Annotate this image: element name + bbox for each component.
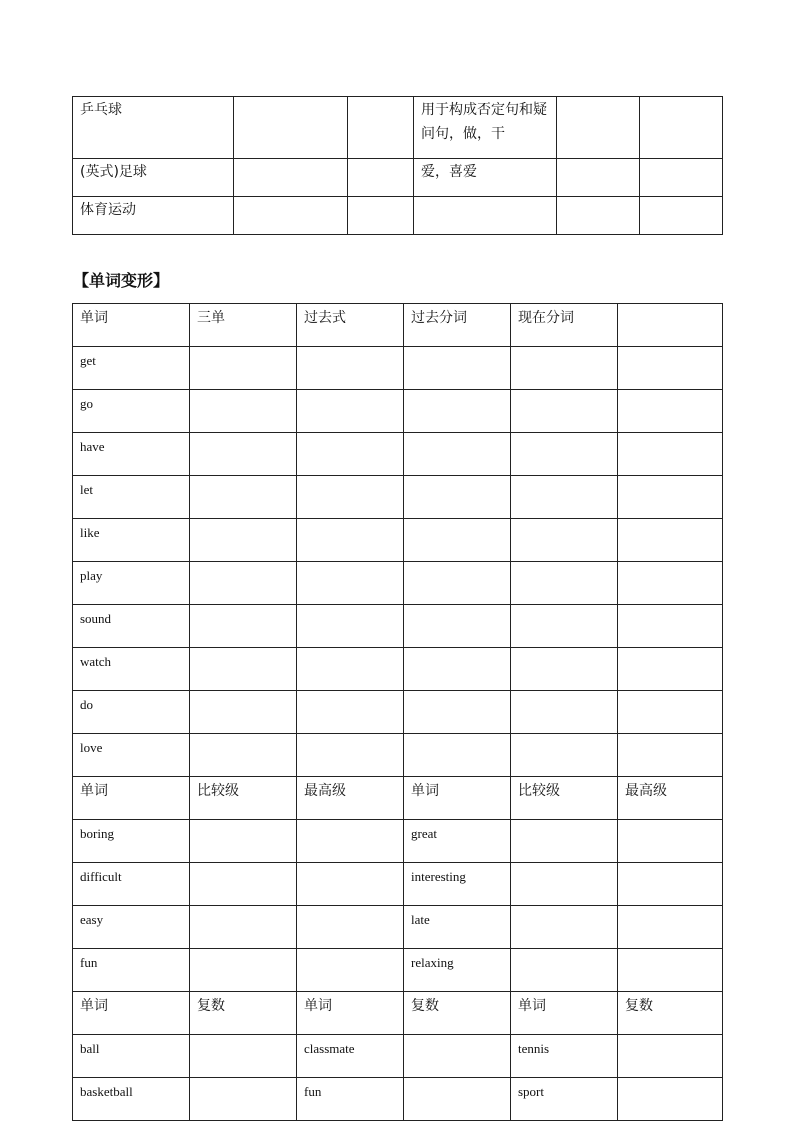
word-cell: basketball [73,1078,190,1121]
answer-cell[interactable] [557,197,640,235]
answer-cell[interactable] [190,476,297,519]
answer-cell[interactable] [404,691,511,734]
table-row [73,820,723,863]
answer-cell[interactable] [618,304,723,347]
answer-cell[interactable] [618,390,723,433]
column-header: 过去分词 [404,304,511,347]
column-header: 三单 [190,304,297,347]
answer-cell[interactable] [511,820,618,863]
word-cell: fun [73,949,190,992]
answer-cell[interactable] [348,197,414,235]
answer-cell[interactable] [640,97,723,159]
word-cell: fun [297,1078,404,1121]
column-header: 复数 [618,992,723,1035]
answer-cell[interactable] [234,159,348,197]
word-forms-table [72,303,723,1121]
answer-cell[interactable] [618,1078,723,1121]
vocabulary-table [72,96,723,235]
column-header: 复数 [404,992,511,1035]
answer-cell[interactable] [190,863,297,906]
answer-cell[interactable] [404,476,511,519]
word-cell: interesting [404,863,511,906]
answer-cell[interactable] [511,648,618,691]
answer-cell[interactable] [511,476,618,519]
answer-cell[interactable] [511,562,618,605]
column-header: 现在分词 [511,304,618,347]
table-row [73,1035,723,1078]
word-cell: let [73,476,190,519]
answer-cell[interactable] [297,562,404,605]
answer-cell[interactable] [557,159,640,197]
word-cell: like [73,519,190,562]
table-row [73,906,723,949]
answer-cell[interactable] [404,347,511,390]
answer-cell[interactable] [618,347,723,390]
answer-cell[interactable] [404,562,511,605]
vocab-cell[interactable] [414,197,557,235]
table-row [73,519,723,562]
column-header: 单词 [73,992,190,1035]
answer-cell[interactable] [190,605,297,648]
answer-cell[interactable] [618,906,723,949]
table-row [73,648,723,691]
answer-cell[interactable] [404,433,511,476]
column-header: 单词 [73,304,190,347]
table-row [73,562,723,605]
answer-cell[interactable] [190,734,297,777]
answer-cell[interactable] [511,519,618,562]
table-row [73,992,723,1035]
column-header: 单词 [404,777,511,820]
vocab-cell: 乒乓球 [73,97,234,159]
table-row [73,433,723,476]
answer-cell[interactable] [297,691,404,734]
vocab-cell: (英式)足球 [73,159,234,197]
answer-cell[interactable] [297,820,404,863]
answer-cell[interactable] [618,1035,723,1078]
answer-cell[interactable] [297,476,404,519]
answer-cell[interactable] [190,562,297,605]
answer-cell[interactable] [618,691,723,734]
answer-cell[interactable] [511,734,618,777]
answer-cell[interactable] [297,949,404,992]
answer-cell[interactable] [297,863,404,906]
answer-cell[interactable] [640,197,723,235]
answer-cell[interactable] [618,562,723,605]
table-row [73,1078,723,1121]
word-cell: easy [73,906,190,949]
answer-cell[interactable] [190,820,297,863]
answer-cell[interactable] [297,906,404,949]
word-cell: late [404,906,511,949]
answer-cell[interactable] [404,605,511,648]
word-cell: sport [511,1078,618,1121]
answer-cell[interactable] [618,648,723,691]
answer-cell[interactable] [511,691,618,734]
answer-cell[interactable] [511,949,618,992]
word-cell: love [73,734,190,777]
answer-cell[interactable] [404,1035,511,1078]
word-cell: get [73,347,190,390]
column-header: 最高级 [297,777,404,820]
word-cell: have [73,433,190,476]
answer-cell[interactable] [297,519,404,562]
answer-cell[interactable] [297,734,404,777]
column-header: 比较级 [511,777,618,820]
answer-cell[interactable] [190,347,297,390]
word-cell: boring [73,820,190,863]
column-header: 最高级 [618,777,723,820]
answer-cell[interactable] [404,390,511,433]
answer-cell[interactable] [618,734,723,777]
table-row [73,304,723,347]
answer-cell[interactable] [190,906,297,949]
answer-cell[interactable] [511,347,618,390]
answer-cell[interactable] [190,1035,297,1078]
answer-cell[interactable] [348,97,414,159]
word-cell: sound [73,605,190,648]
word-cell: relaxing [404,949,511,992]
column-header: 过去式 [297,304,404,347]
column-header: 单词 [511,992,618,1035]
answer-cell[interactable] [234,97,348,159]
answer-cell[interactable] [511,433,618,476]
column-header: 比较级 [190,777,297,820]
word-cell: play [73,562,190,605]
answer-cell[interactable] [511,390,618,433]
answer-cell[interactable] [404,734,511,777]
answer-cell[interactable] [618,476,723,519]
answer-cell[interactable] [511,605,618,648]
vocab-cell: 用于构成否定句和疑问句，做，干 [414,97,557,159]
vocab-cell: 爱，喜爱 [414,159,557,197]
answer-cell[interactable] [618,433,723,476]
section-heading: 【单词变形】 [73,271,170,290]
answer-cell[interactable] [618,605,723,648]
answer-cell[interactable] [190,519,297,562]
column-header: 复数 [190,992,297,1035]
word-cell: great [404,820,511,863]
table-row [73,390,723,433]
answer-cell[interactable] [618,949,723,992]
answer-cell[interactable] [297,433,404,476]
word-cell: watch [73,648,190,691]
word-cell: go [73,390,190,433]
answer-cell[interactable] [348,159,414,197]
answer-cell[interactable] [190,433,297,476]
answer-cell[interactable] [297,648,404,691]
answer-cell[interactable] [511,863,618,906]
answer-cell[interactable] [190,949,297,992]
table-row [73,605,723,648]
answer-cell[interactable] [190,390,297,433]
word-cell: tennis [511,1035,618,1078]
table-row [73,777,723,820]
answer-cell[interactable] [511,906,618,949]
word-cell: difficult [73,863,190,906]
table-row [73,476,723,519]
table-row [73,691,723,734]
answer-cell[interactable] [190,691,297,734]
word-cell: do [73,691,190,734]
column-header: 单词 [73,777,190,820]
answer-cell[interactable] [618,863,723,906]
word-cell: classmate [297,1035,404,1078]
answer-cell[interactable] [190,1078,297,1121]
answer-cell[interactable] [404,519,511,562]
answer-cell[interactable] [404,1078,511,1121]
answer-cell[interactable] [618,820,723,863]
answer-cell[interactable] [234,197,348,235]
answer-cell[interactable] [557,97,640,159]
answer-cell[interactable] [297,347,404,390]
table-row [73,347,723,390]
table-row [73,734,723,777]
word-cell: ball [73,1035,190,1078]
answer-cell[interactable] [618,519,723,562]
answer-cell[interactable] [404,648,511,691]
column-header: 单词 [297,992,404,1035]
table-row [73,949,723,992]
answer-cell[interactable] [640,159,723,197]
answer-cell[interactable] [297,390,404,433]
answer-cell[interactable] [297,605,404,648]
table-row [73,863,723,906]
vocab-cell: 体育运动 [73,197,234,235]
answer-cell[interactable] [190,648,297,691]
